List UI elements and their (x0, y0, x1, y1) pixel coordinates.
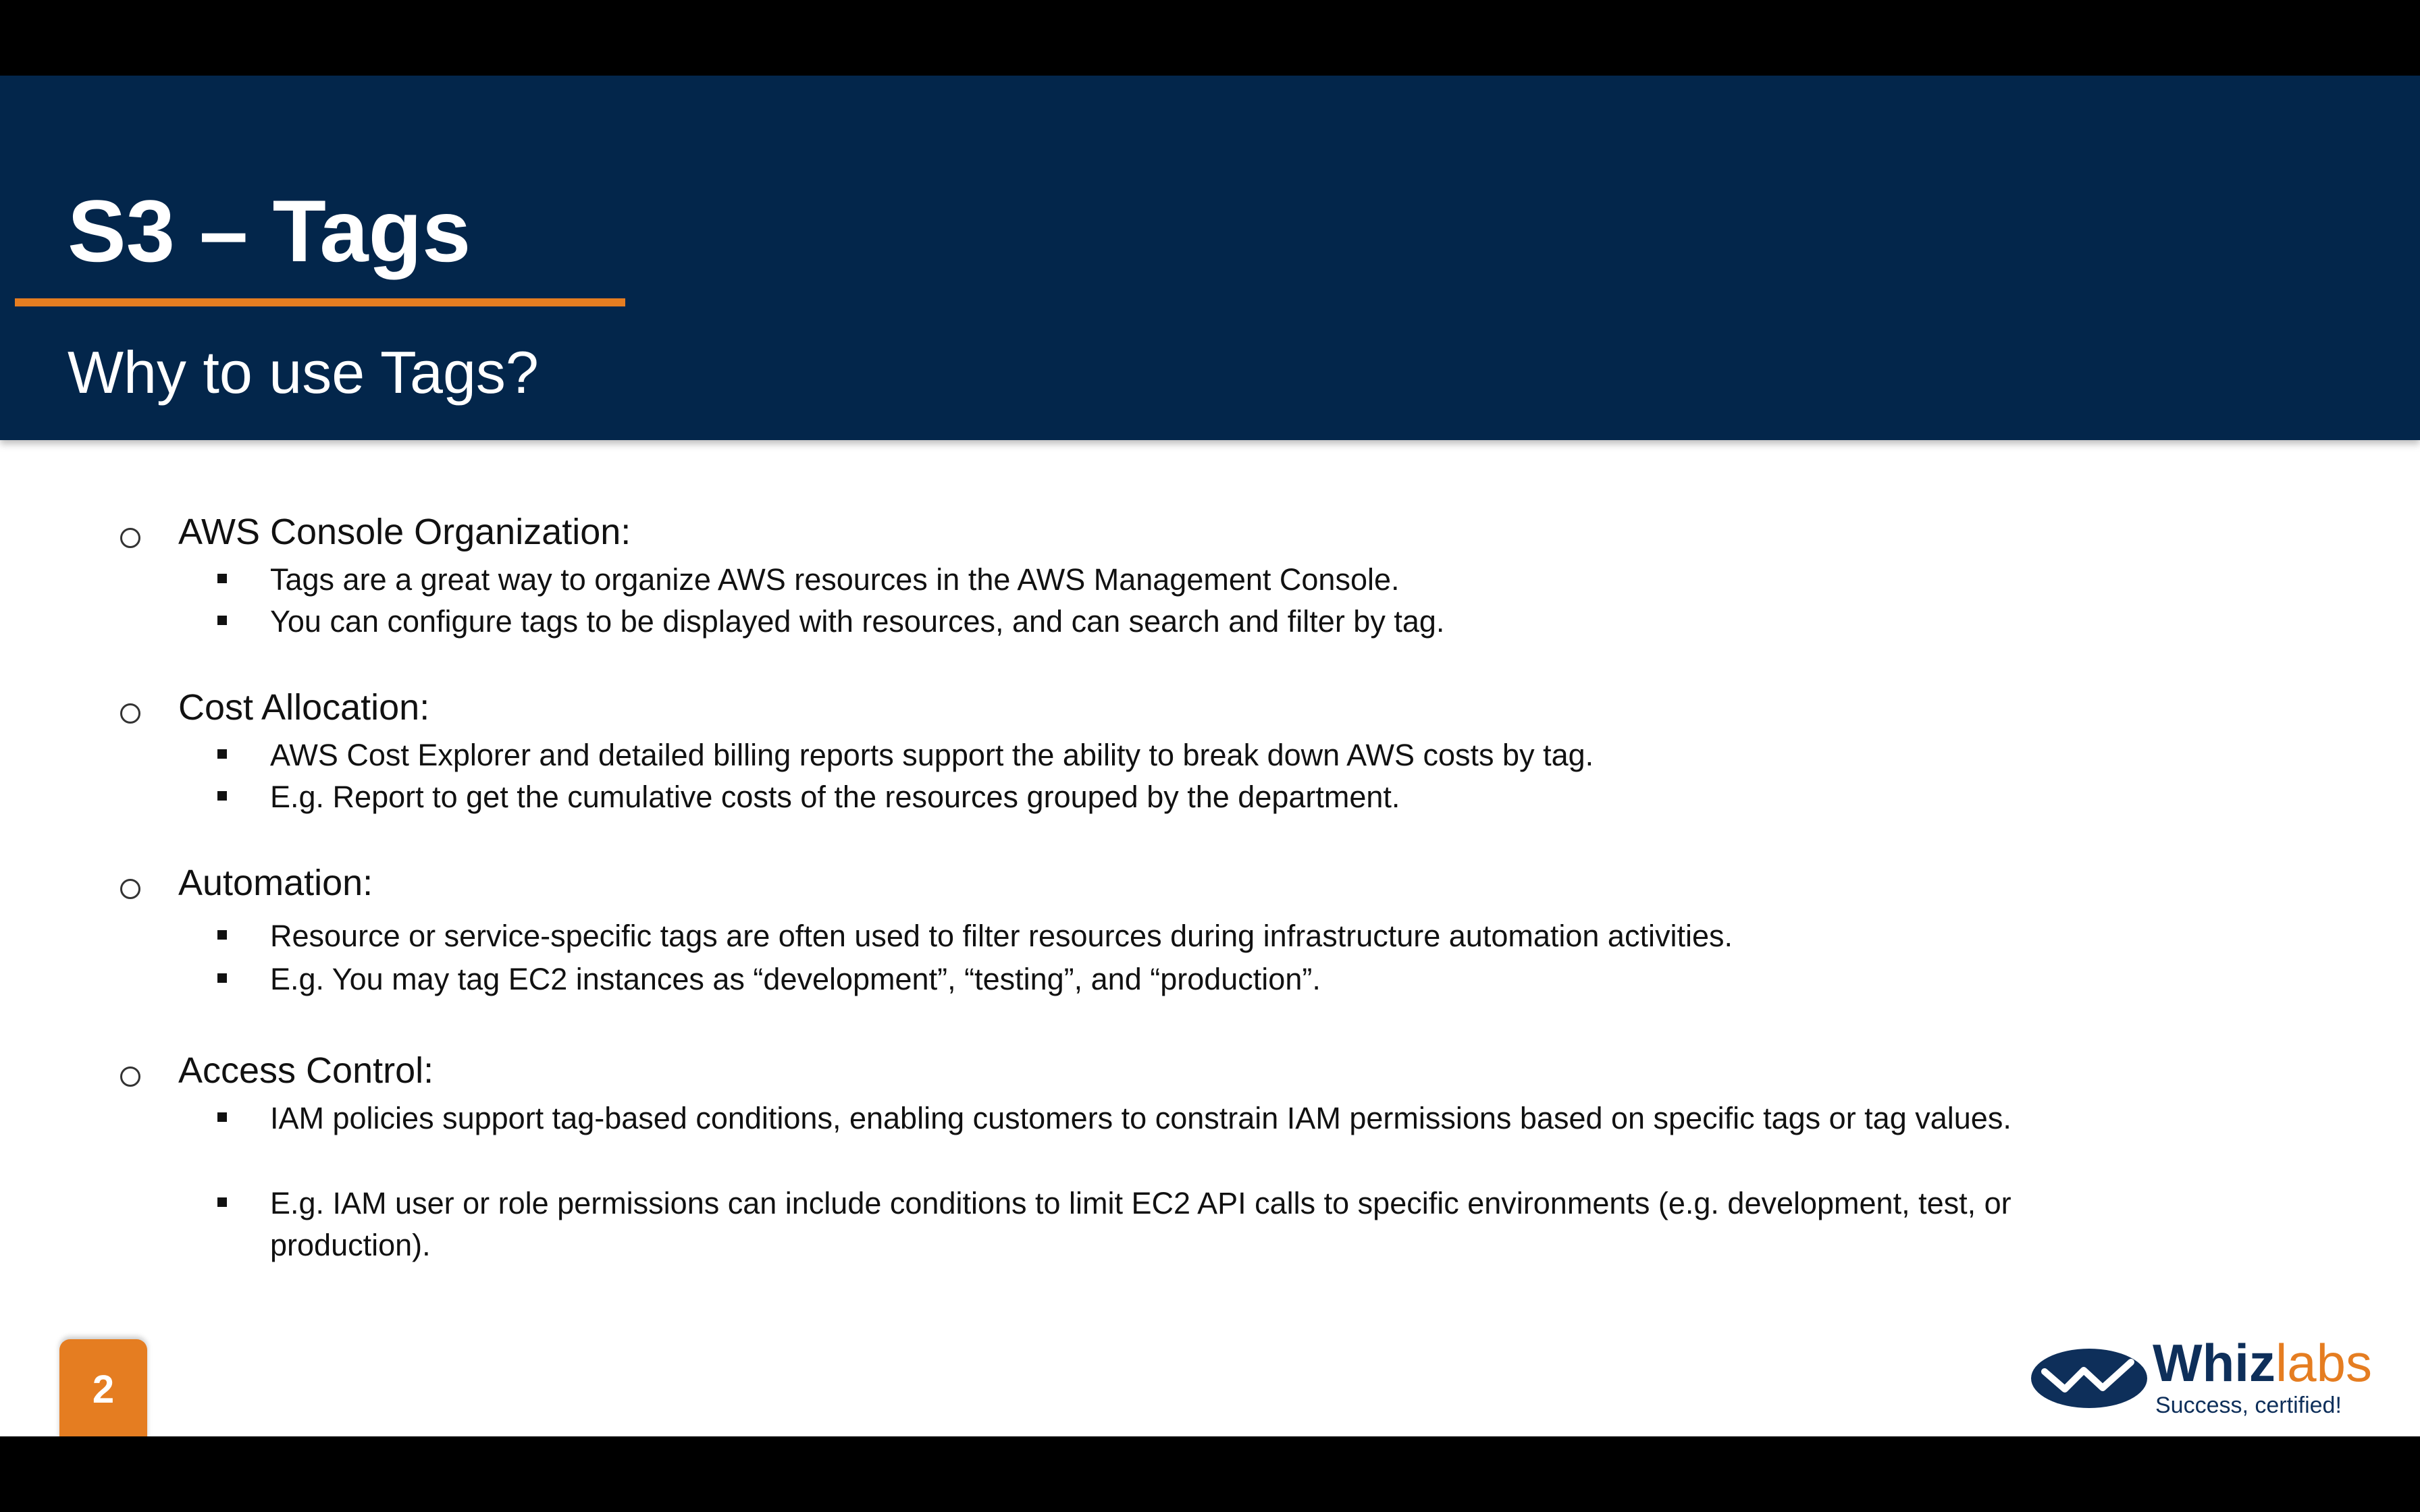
square-bullet-icon (217, 749, 227, 759)
circle-bullet-icon (120, 703, 140, 724)
whizlabs-swoosh-icon (2030, 1345, 2151, 1412)
list-item-text: E.g. Report to get the cumulative costs of the resources grouped by the department. (270, 780, 1400, 814)
square-bullet-icon (217, 930, 227, 940)
whizlabs-logo (2030, 1331, 2381, 1426)
square-bullet-icon (217, 791, 227, 801)
square-bullet-icon (217, 1197, 227, 1207)
circle-bullet-icon (120, 528, 140, 548)
list-item-text: IAM policies support tag-based conditions, enabling customers to constrain IAM permissions based on specific tags or tag values. (270, 1101, 2011, 1135)
list-item-text: E.g. You may tag EC2 instances as “development”, “testing”, and “production”. (270, 962, 1321, 996)
section-heading: Cost Allocation: (178, 687, 430, 728)
list-item-text: E.g. IAM user or role permissions can include conditions to limit EC2 API calls to specific environments (e.g. development, test, or production). (270, 1186, 2011, 1262)
section-heading: Access Control: (178, 1050, 434, 1091)
logo-whiz-text: Whiz (2153, 1333, 2276, 1393)
square-bullet-icon (217, 616, 227, 625)
logo-tagline: Success, certified! (2155, 1393, 2342, 1418)
slide-title: S3 – Tags (68, 182, 471, 280)
section-heading: Automation: (178, 863, 373, 903)
square-bullet-icon (217, 973, 227, 983)
square-bullet-icon (217, 574, 227, 583)
logo-labs-text: labs (2275, 1333, 2373, 1393)
circle-bullet-icon (120, 1066, 140, 1087)
list-item-text: Tags are a great way to organize AWS resources in the AWS Management Console. (270, 562, 1400, 597)
section-heading: AWS Console Organization: (178, 512, 631, 552)
logo-wordmark (2153, 1334, 2372, 1392)
slide-header (0, 76, 2420, 440)
slide (0, 76, 2420, 1436)
slide-subtitle: Why to use Tags? (68, 339, 539, 406)
list-item-text: Resource or service-specific tags are often used to filter resources during infrastructure automation activities. (270, 919, 1733, 953)
list-item-text: You can configure tags to be displayed with resources, and can search and filter by tag. (270, 604, 1445, 639)
list-item-text: AWS Cost Explorer and detailed billing reports support the ability to break down AWS costs by tag. (270, 738, 1594, 772)
square-bullet-icon (217, 1112, 227, 1122)
circle-bullet-icon (120, 879, 140, 899)
page-number-badge: 2 (59, 1339, 147, 1436)
title-underline (15, 298, 625, 306)
